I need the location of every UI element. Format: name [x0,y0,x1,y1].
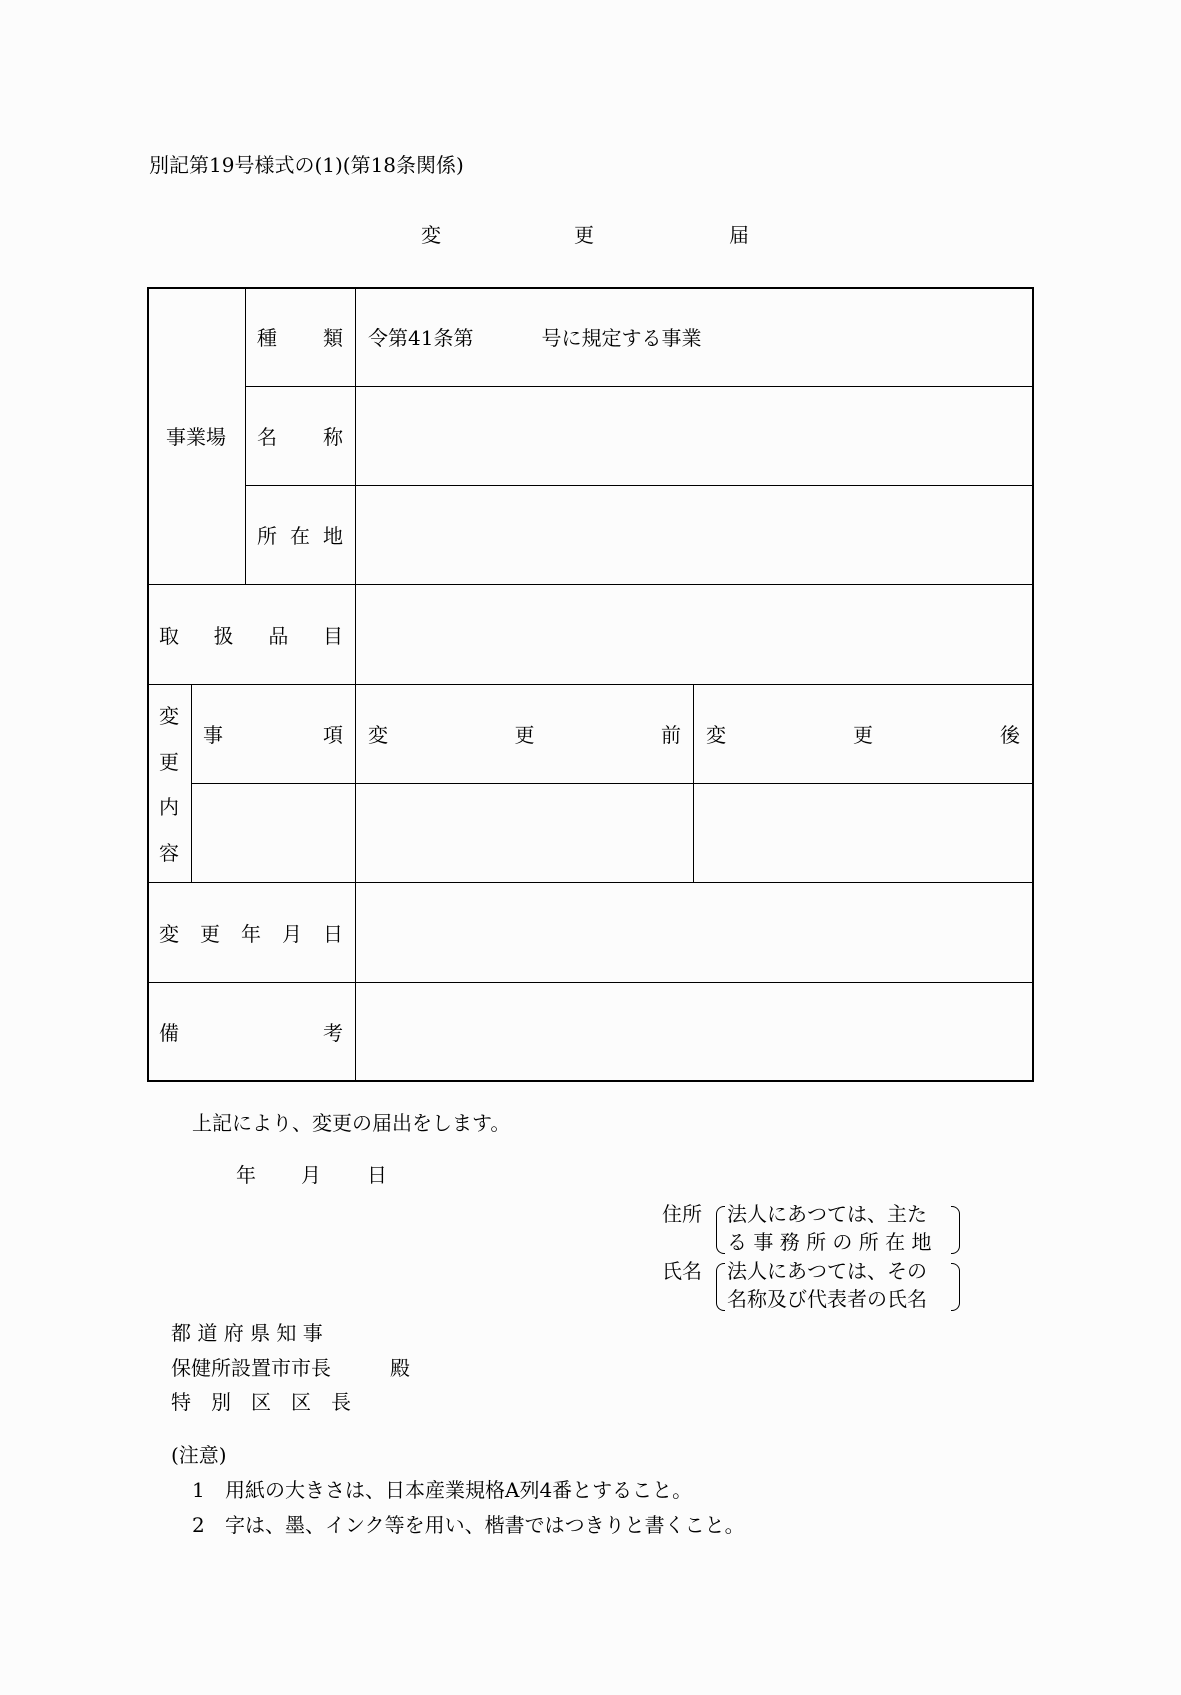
label-char: 変 [159,921,179,946]
note-number: 1 [192,1478,205,1502]
addressee: 保健所設置市市長 [171,1356,331,1380]
name-note: 法人にあつては、その [727,1259,927,1283]
label-char: 在 [290,524,310,548]
bikou-field[interactable] [356,982,1032,1081]
address-note: る 事 務 所 の 所 在 地 [727,1230,932,1254]
label-char: 年 [241,921,261,946]
jigyoujou-label [147,287,245,584]
bracket-right [951,1206,960,1254]
bracket-left [716,1263,725,1311]
henkou-date-field[interactable] [356,882,1032,982]
name-label: 氏名 [662,1259,702,1283]
shozaichi-label [245,485,355,584]
address-note: 法人にあつては、主た [727,1202,927,1226]
henkougo-field[interactable] [694,784,1032,882]
jikou-field[interactable] [192,784,355,882]
name-note: 名称及び代表者の氏名 [727,1287,927,1311]
date-char: 日 [367,1163,387,1187]
label-char: 更 [853,723,873,747]
address-label: 住所 [662,1202,702,1226]
title-char: 更 [574,223,594,247]
title-char: 届 [729,223,749,247]
label-char: 容 [159,840,179,865]
jikou-header [191,684,355,783]
shurui-text: 号に規定する事業 [541,326,702,350]
label-char: 変 [159,704,179,729]
henkou-naiyou-label [147,684,191,882]
label-char: 称 [323,425,343,449]
label-char: 扱 [213,623,234,648]
note-text: 用紙の大きさは、日本産業規格A列4番とすること。 [225,1478,693,1502]
label-char: 品 [268,623,289,648]
date-char: 月 [301,1163,321,1187]
label-char: 更 [159,749,179,774]
label-char: 名 [257,425,277,449]
label-char: 変 [368,723,388,747]
label-char: 地 [323,524,343,548]
label-text: 事業場 [166,425,226,449]
label-char: 所 [257,524,277,548]
label-char: 更 [514,723,535,747]
note-number: 2 [192,1513,205,1537]
date-char: 年 [236,1163,256,1187]
shurui-field[interactable] [356,287,1032,386]
label-char: 後 [1000,723,1020,747]
form-label: 別記第19号様式の(1)(第18条関係) [149,153,464,177]
addressee: 都 道 府 県 知 事 [171,1321,323,1345]
shurui-text: 令第41条第 [368,326,474,350]
label-char: 類 [323,326,343,350]
label-char: 更 [200,921,220,946]
statement: 上記により、変更の届出をします。 [192,1111,511,1135]
label-char: 目 [322,623,343,648]
henkoumae-header [356,684,693,783]
addressee: 特 別 区 区 長 [171,1390,351,1414]
honorific: 殿 [390,1356,410,1380]
label-char: 備 [159,1021,179,1045]
henkougo-header [694,684,1032,783]
toriatsukai-field[interactable] [356,584,1032,684]
henkoumae-field[interactable] [356,784,693,882]
label-char: 取 [159,623,179,648]
label-char: 日 [323,921,343,946]
label-char: 前 [661,723,681,747]
bracket-right [951,1263,960,1311]
label-char: 項 [323,723,343,747]
label-char: 月 [282,921,302,946]
label-char: 種 [257,326,277,350]
shozaichi-field[interactable] [356,485,1032,584]
notes-heading: (注意) [171,1443,227,1467]
toriatsukai-label [147,584,355,684]
meishou-label [245,386,355,485]
meishou-field[interactable] [356,386,1032,485]
label-char: 事 [203,723,223,747]
note-text: 字は、墨、インク等を用い、楷書ではつきりと書くこと。 [225,1513,745,1537]
shurui-label [245,287,355,386]
label-char: 内 [159,795,179,820]
title-char: 変 [421,223,441,247]
label-char: 考 [323,1021,343,1045]
henkou-date-label [147,882,355,982]
bracket-left [716,1206,725,1254]
label-char: 変 [706,723,726,747]
bikou-label [147,982,355,1081]
